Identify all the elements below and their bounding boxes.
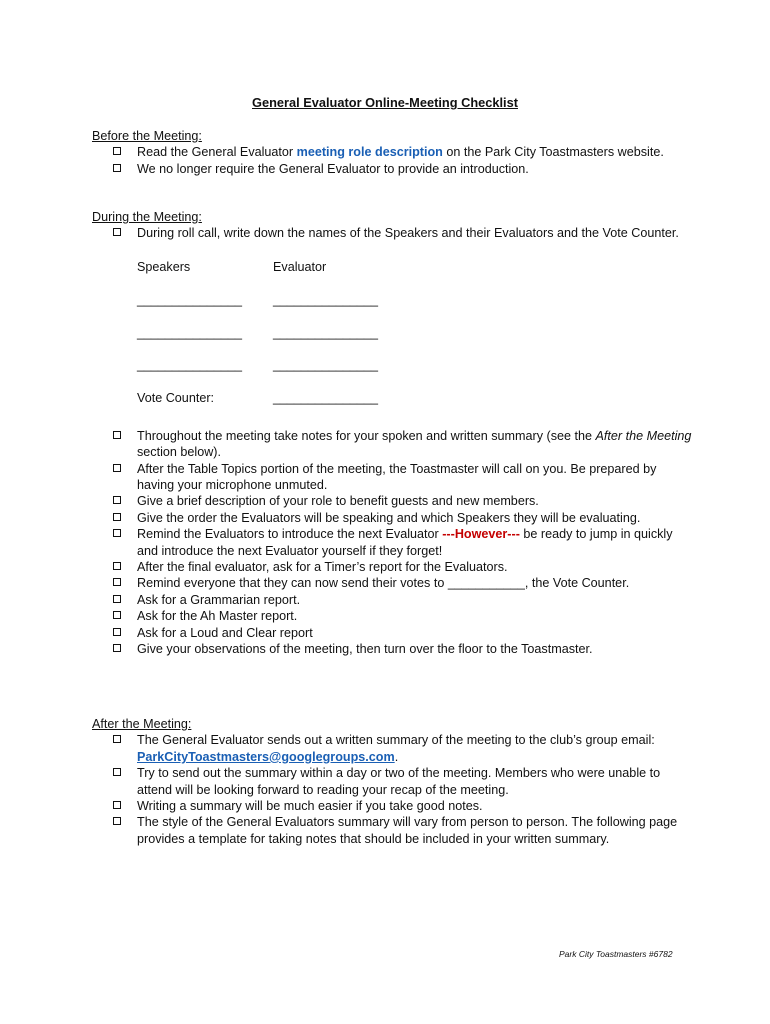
checklist-item [92,144,692,160]
before-meeting-section [92,128,692,177]
checklist-item [92,510,692,526]
page-footer: Park City Toastmasters #6782 [559,949,673,959]
item-text: section below). [137,445,221,460]
before-meeting-heading: Before the Meeting: [92,129,202,143]
evaluator-column-header: Evaluator [273,259,327,274]
checkbox-icon[interactable] [113,164,121,172]
speakers-column-header: Speakers [137,259,191,274]
item-text: Throughout the meeting take notes for your spoken and written summary (see the [137,428,596,443]
item-text: be ready to jump in quickly and introduce the next Evaluator yourself if they forget! [137,527,673,558]
checklist-item [92,559,692,575]
during-meeting-section [92,209,692,658]
item-text: Writing a summary will be much easier if you take good notes. [137,799,483,814]
checklist-item [92,428,692,461]
checklist-item [92,592,692,608]
checkbox-icon[interactable] [113,801,121,809]
checkbox-icon[interactable] [113,768,121,776]
during-meeting-heading: During the Meeting: [92,210,202,224]
item-text: The style of the General Evaluators summary will vary from person to person. The following page provides a template for taking notes that should be included in your written summary. [137,815,678,846]
checklist-item [92,732,692,765]
checkbox-icon[interactable] [113,496,121,504]
however-emphasis: ---However--- [442,527,520,542]
item-text-italic: After the Meeting [595,428,692,443]
item-text: Read the General Evaluator [137,145,297,160]
checkbox-icon[interactable] [113,464,121,472]
checkbox-icon[interactable] [113,595,121,603]
checklist-item [92,625,692,641]
checkbox-icon[interactable] [113,147,121,155]
item-text: We no longer require the General Evaluator to provide an introduction. [137,161,529,176]
checkbox-icon[interactable] [113,578,121,586]
checklist-item [92,641,692,657]
after-meeting-heading: After the Meeting: [92,717,192,731]
checklist-item [92,493,692,509]
checkbox-icon[interactable] [113,562,121,570]
item-text: Give the order the Evaluators will be speaking and which Speakers they will be evaluating. [137,510,641,525]
speaker-blank-3[interactable]: _______________ [137,357,243,372]
item-text: After the Table Topics portion of the meeting, the Toastmaster will call on you. Be prepared by having your microphone unmuted. [137,461,657,493]
checklist-item [92,161,692,177]
checkbox-icon[interactable] [113,529,121,537]
evaluator-blank-3[interactable]: _______________ [273,357,379,372]
evaluator-blank-1[interactable]: _______________ [273,292,379,307]
item-text: Ask for a Grammarian report. [137,592,301,607]
checklist-item [92,225,692,241]
checkbox-icon[interactable] [113,513,121,521]
speaker-blank-1[interactable]: _______________ [137,292,243,307]
item-text: Try to send out the summary within a day or two of the meeting. Members who were unable to attend will be looking forward to reading your recap of the meeting. [137,766,661,797]
item-text: After the final evaluator, ask for a Timer’s report for the Evaluators. [137,560,508,575]
item-text: on the Park City Toastmasters website. [442,145,664,160]
checkbox-icon[interactable] [113,228,121,236]
checkbox-icon[interactable] [113,817,121,825]
checklist-item [92,765,692,798]
checklist-item [92,461,692,494]
checkbox-icon[interactable] [113,628,121,636]
item-text: During roll call, write down the names of the Speakers and their Evaluators and the Vote Counter. [137,226,679,241]
page-title: General Evaluator Online-Meeting Checklist [252,95,518,110]
checkbox-icon[interactable] [113,735,121,743]
after-meeting-section [92,716,692,847]
checkbox-icon[interactable] [113,611,121,619]
vote-counter-label: Vote Counter: [137,390,215,405]
evaluator-blank-2[interactable]: _______________ [273,325,379,340]
item-text: Remind the Evaluators to introduce the next Evaluator [137,527,443,542]
checklist-item [92,608,692,624]
group-email-link[interactable]: ParkCityToastmasters@googlegroups.com [137,749,395,764]
item-text: Give a brief description of your role to benefit guests and new members. [137,494,539,509]
checklist-item [92,814,692,847]
item-text: Ask for a Loud and Clear report [137,625,313,640]
checklist-item [92,526,692,559]
speaker-blank-2[interactable]: _______________ [137,325,243,340]
checklist-item [92,798,692,814]
checkbox-icon[interactable] [113,431,121,439]
checklist-item [92,575,692,591]
role-description-link[interactable]: meeting role description [296,145,443,160]
speakers-evaluators-table [137,242,692,424]
vote-counter-blank[interactable]: _______________ [273,390,379,405]
item-text: Remind everyone that they can now send their votes to ___________, the Vote Counter. [137,576,630,591]
item-text: Give your observations of the meeting, then turn over the floor to the Toastmaster. [137,642,593,657]
item-text: . [394,749,399,764]
checkbox-icon[interactable] [113,644,121,652]
item-text: Ask for the Ah Master report. [137,609,298,624]
item-text: The General Evaluator sends out a written summary of the meeting to the club’s group email: [137,733,655,748]
